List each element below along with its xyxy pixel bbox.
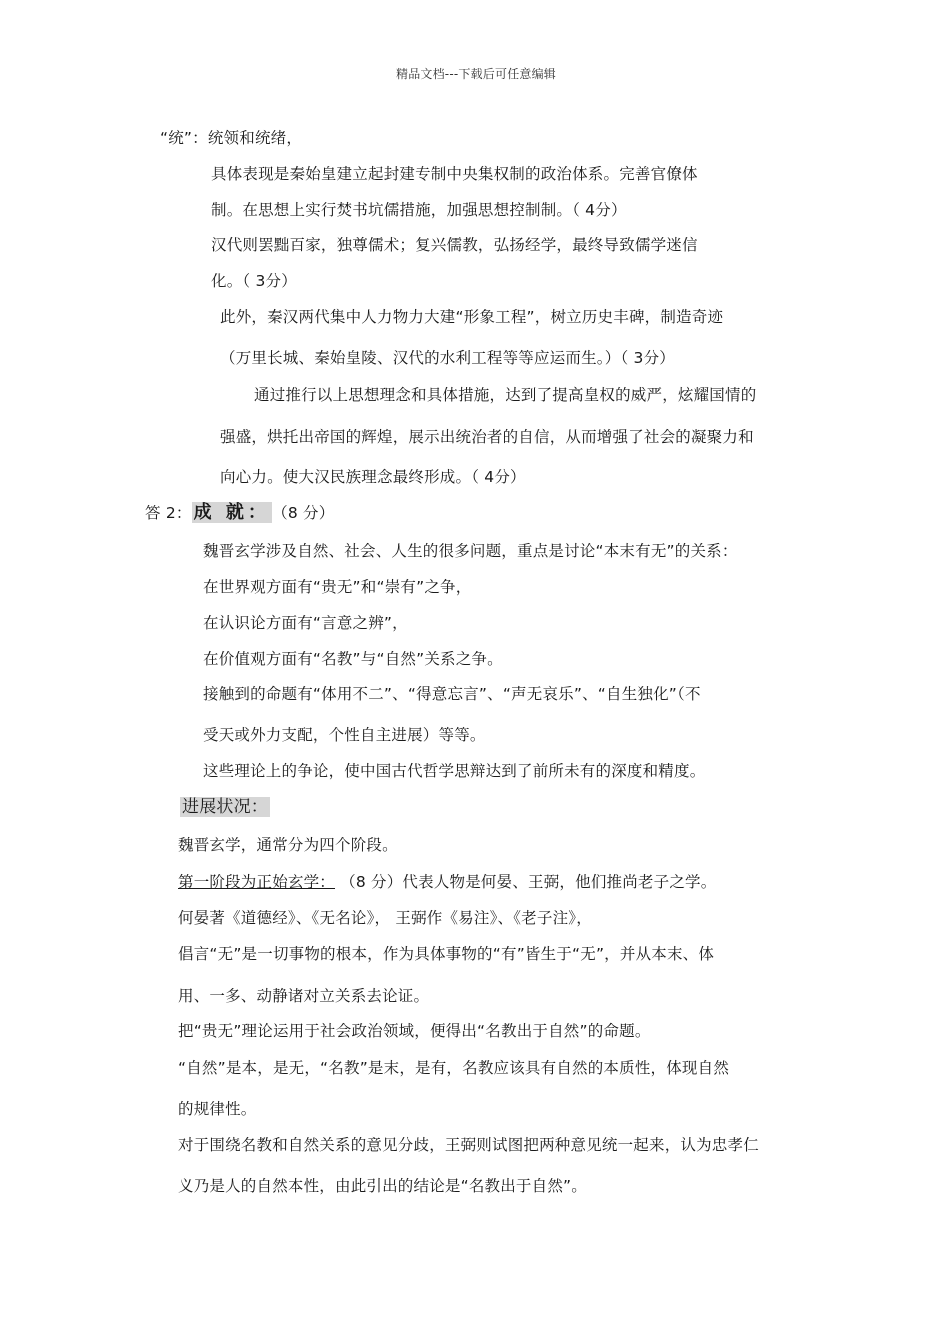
text-line: 义乃是人的自然本性，由此引出的结论是“名教出于自然”。 bbox=[178, 1177, 587, 1195]
answer2-prefix: 答 2： bbox=[145, 504, 192, 522]
text-line: 用、一多、动静诸对立关系去论证。 bbox=[178, 987, 430, 1005]
text-line: 接触到的命题有“体用不二”、“得意忘言”、“声无哀乐”、“自生独化”（不 bbox=[203, 685, 701, 703]
text-line: 向心力。使大汉民族理念最终形成。（ 4分） bbox=[220, 468, 526, 486]
text-line: 在认识论方面有“言意之辨”， bbox=[203, 614, 408, 632]
stage1-line bbox=[178, 872, 716, 892]
stage1-label: 第一阶段为正始玄学： bbox=[178, 873, 336, 891]
text-line: 把“贵无”理论运用于社会政治领域，便得出“名教出于自然”的命题。 bbox=[178, 1022, 651, 1040]
text-line: 这些理论上的争论，使中国古代哲学思辩达到了前所未有的深度和精度。 bbox=[203, 762, 706, 780]
text-line: 魏晋玄学涉及自然、社会、人生的很多问题，重点是讨论“本末有无”的关系： bbox=[203, 542, 738, 560]
progress-heading: 进展状况： bbox=[182, 797, 268, 817]
text-line: 化。（ 3分） bbox=[211, 272, 297, 290]
achievement-heading: 成 就： bbox=[193, 502, 270, 523]
page-header: 精品文档---下载后可任意编辑 bbox=[396, 67, 556, 81]
text-line: 通过推行以上思想理念和具体措施，达到了提高皇权的威严，炫耀国情的 bbox=[254, 386, 757, 404]
text-line: 强盛，烘托出帝国的辉煌，展示出统治者的自信，从而增强了社会的凝聚力和 bbox=[220, 428, 754, 446]
text-line: 受天或外力支配，个性自主进展）等等。 bbox=[203, 726, 486, 744]
text-line: 在价值观方面有“名教”与“自然”关系之争。 bbox=[203, 650, 503, 668]
answer2-line bbox=[145, 503, 334, 523]
text-line: 魏晋玄学，通常分为四个阶段。 bbox=[178, 836, 398, 854]
text-line: 何晏著《道德经》、《无名论》， 王弼作《易注》、《老子注》， bbox=[178, 909, 592, 927]
text-line: 的规律性。 bbox=[178, 1100, 257, 1118]
text-line: 在世界观方面有“贵无”和“崇有”之争， bbox=[203, 578, 472, 596]
progress-heading-line bbox=[180, 797, 270, 817]
text-line: 此外，秦汉两代集中人力物力大建“形象工程”，树立历史丰碑，制造奇迹 bbox=[220, 308, 724, 326]
text-line: “统”：统领和统绪， bbox=[160, 129, 303, 147]
answer2-score: （8 分） bbox=[279, 504, 335, 522]
text-line: （万里长城、秦始皇陵、汉代的水利工程等等应运而生。）（ 3分） bbox=[220, 349, 675, 367]
text-line: 制。在思想上实行焚书坑儒措施，加强思想控制制。（ 4分） bbox=[211, 201, 627, 219]
stage1-text: （8 分）代表人物是何晏、王弼，他们推尚老子之学。 bbox=[335, 873, 717, 891]
text-line: 对于围绕名教和自然关系的意见分歧，王弼则试图把两种意见统一起来，认为忠孝仁 bbox=[178, 1136, 759, 1154]
text-line: 具体表现是秦始皇建立起封建专制中央集权制的政治体系。完善官僚体 bbox=[211, 165, 698, 183]
text-line: 汉代则罢黜百家，独尊儒术；复兴儒教，弘扬经学，最终导致儒学迷信 bbox=[211, 236, 698, 254]
text-line: “自然”是本，是无，“名教”是末，是有，名教应该具有自然的本质性，体现自然 bbox=[178, 1059, 730, 1077]
text-line: 倡言“无”是一切事物的根本，作为具体事物的“有”皆生于“无”，并从本末、体 bbox=[178, 945, 715, 963]
